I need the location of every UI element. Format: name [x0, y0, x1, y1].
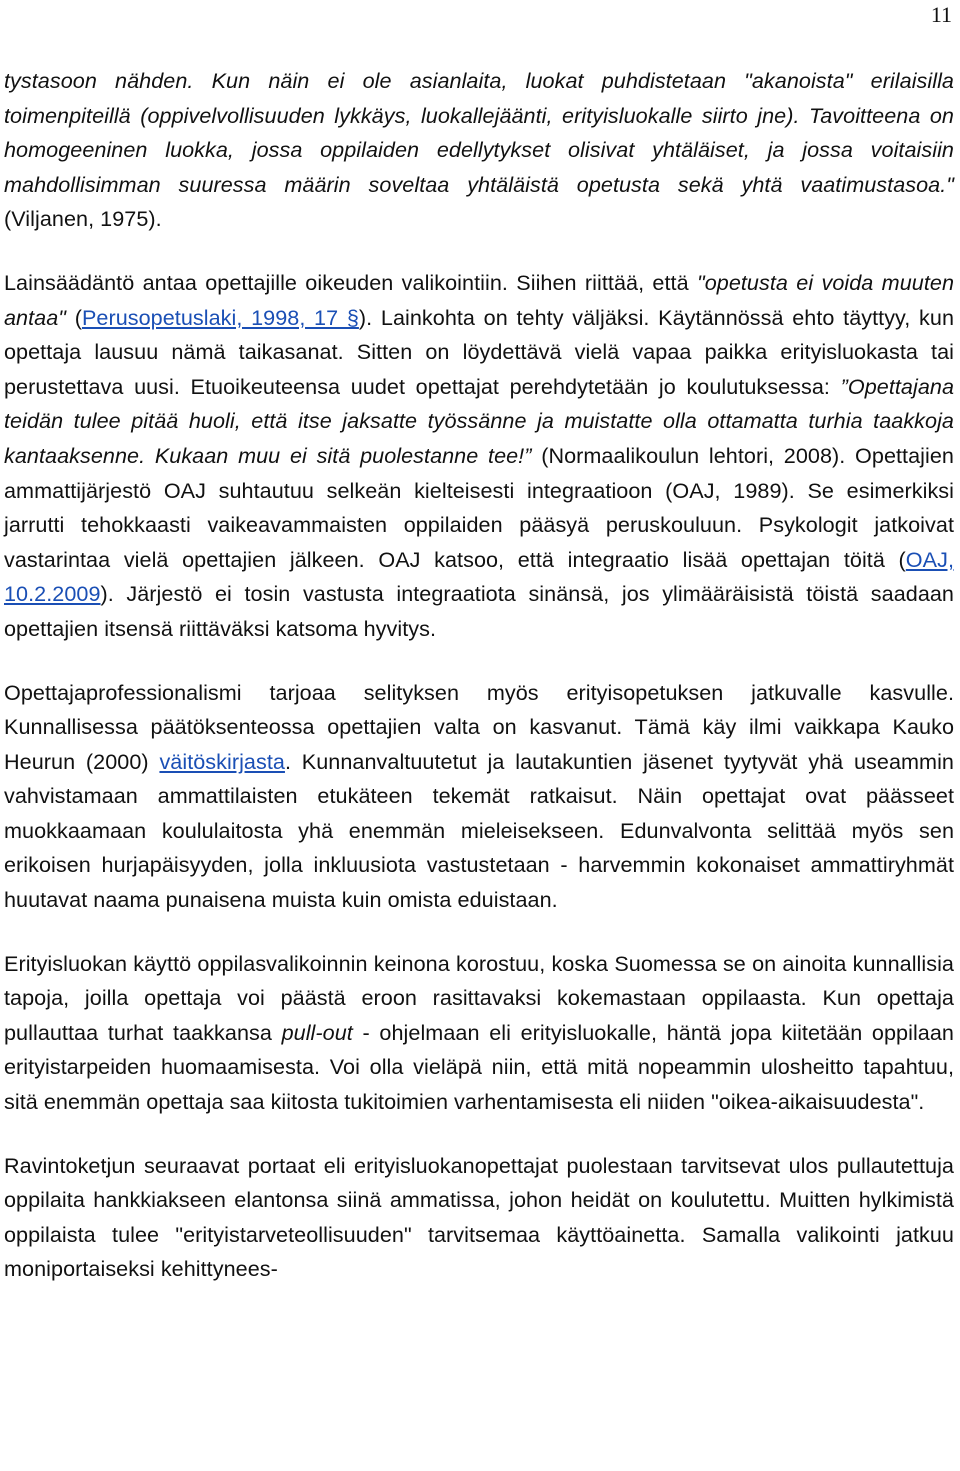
text-segment: Erityisluokan käyttö oppilasvalikoinnin keinona korostuu, koska Suomessa se on ainoita kunnallisia tapoja, joilla opettaja voi päästä eroon rasittavaksi kokemastaan oppilaasta. Kun opettaja pullauttaa turhat taakkansa — [4, 950, 954, 1045]
text-segment: ). Järjestö ei tosin vastusta integraatiota sinänsä, jos ylimääräisistä töistä saadaan opettajien itsensä riittäväksi katsoma hyvitys. — [4, 581, 954, 641]
text-segment: (Normaalikoulun lehtori, 2008). Opettajien ammattijärjestö OAJ suhtautuu selkeän kielteisesti integraatioon (OAJ, 1989). Se esimerkiksi jarrutti tehokkaasti vaikeavammaisten oppilaiden pääsyä peruskouluun. Psykologit jatkoivat vastarintaa vielä opettajien jälkeen. OAJ katsoo, että integraatio lisää opettajan töitä ( — [4, 442, 954, 572]
text-segment: ). Lainkohta on tehty väljäksi. Käytännössä ehto täyttyy, kun opettaja lausuu nämä taikasanat. Sitten on löydettävä vielä vapaa paikka erityisluokasta tai perustettava uusi. Etuoikeuteensa uudet opettajat perehdytetään jo koulutuksessa: — [4, 304, 955, 399]
paragraph-legislation — [4, 266, 954, 647]
text-segment: . Kunnanvaltuutetut ja lautakuntien jäsenet tyytyvät yhä useammin vahvistamaan ammattilaisten etukäteen tekemät ratkaisut. Näin opettajat ovat päässeet muokkaamaan koululaitosta yhä enemmän mieleisekseen. Edunvalvonta selittää myös sen erikoisen hurjapäisyyden, jolla inkluusiota vastustetaan - harvemmin kokonaiset ammattiryhmät huutavat naama punaisena muista kuin omista eduistaan. — [4, 748, 954, 913]
text-segment: Ravintoketjun seuraavat portaat eli erityisluokanopettajat puolestaan tarvitsevat ulos pullautettuja oppilaita hankkiakseen elantonsa siinä ammatissa, johon heidät on koulutettu. Muitten hylkimistä oppilaista tulee "erityistarveteollisuuden" tarvitsemaa käyttöainetta. Samalla valikointi jatkuu moniportaiseksi kehittynees- — [4, 1152, 954, 1282]
citation: (Viljanen, 1975). — [4, 206, 162, 232]
link-vaitoskirja[interactable]: väitöskirjasta — [159, 748, 285, 774]
quoted-text: tystasoon nähden. Kun näin ei ole asianlaita, luokat puhdistetaan "akanoista" erilaisilla toimenpiteillä (oppivelvollisuuden lykkäys, luokallejäänti, erityisluokalle siirto jne). Tavoitteena on homogeeninen luokka, jossa oppilaiden edellytykset olisivat yhtäläiset, ja jossa voitaisiin mahdollisimman suuressa määrin soveltaa yhtäläistä opetusta sekä yhtä vaatimustasoa." — [4, 68, 954, 197]
quoted-text: "opetusta ei voida muuten antaa" — [4, 269, 955, 330]
page-number: 11 — [930, 2, 952, 27]
text-segment: ( — [66, 304, 82, 330]
paragraph-professionalism — [4, 676, 954, 918]
document-body — [4, 64, 954, 1287]
text-segment: - ohjelmaan eli erityisluokalle, häntä jopa kiitetään oppilaan erityistarpeiden huomaamisesta. Voi olla vieläpä niin, että mitä nopeammin ulosheitto tapahtuu, sitä enemmän opettaja saa kiitosta tukitoimien varhentamisesta eli niiden "oikea-aikaisuudesta". — [4, 1019, 954, 1115]
text-segment: Opettajaprofessionalismi tarjoaa selityksen myös erityisopetuksen jatkuvalle kasvulle. Kunnallisessa päätöksenteossa opettajien valta on kasvanut. Tämä käy ilmi vaikkapa Kauko Heurun (2000) — [4, 679, 954, 774]
link-oaj[interactable]: OAJ, 10.2.2009 — [4, 546, 954, 607]
paragraph-quote-viljanen — [4, 64, 954, 237]
link-perusopetuslaki[interactable]: Perusopetuslaki, 1998, 17 § — [81, 304, 359, 330]
paragraph-special-class — [4, 947, 954, 1120]
text-segment: Lainsäädäntö antaa opettajille oikeuden valikointiin. Siihen riittää, että — [4, 269, 697, 295]
quoted-text: ”Opettajana teidän tulee pitää huoli, että itse jaksatte työssänne ja muistatte olla ottamatta turhia taakkoja kantaaksenne. Kukaan muu ei sitä puolestanne tee!” — [4, 373, 954, 468]
paragraph-food-chain — [4, 1149, 954, 1287]
italic-term: pull-out — [281, 1019, 353, 1045]
